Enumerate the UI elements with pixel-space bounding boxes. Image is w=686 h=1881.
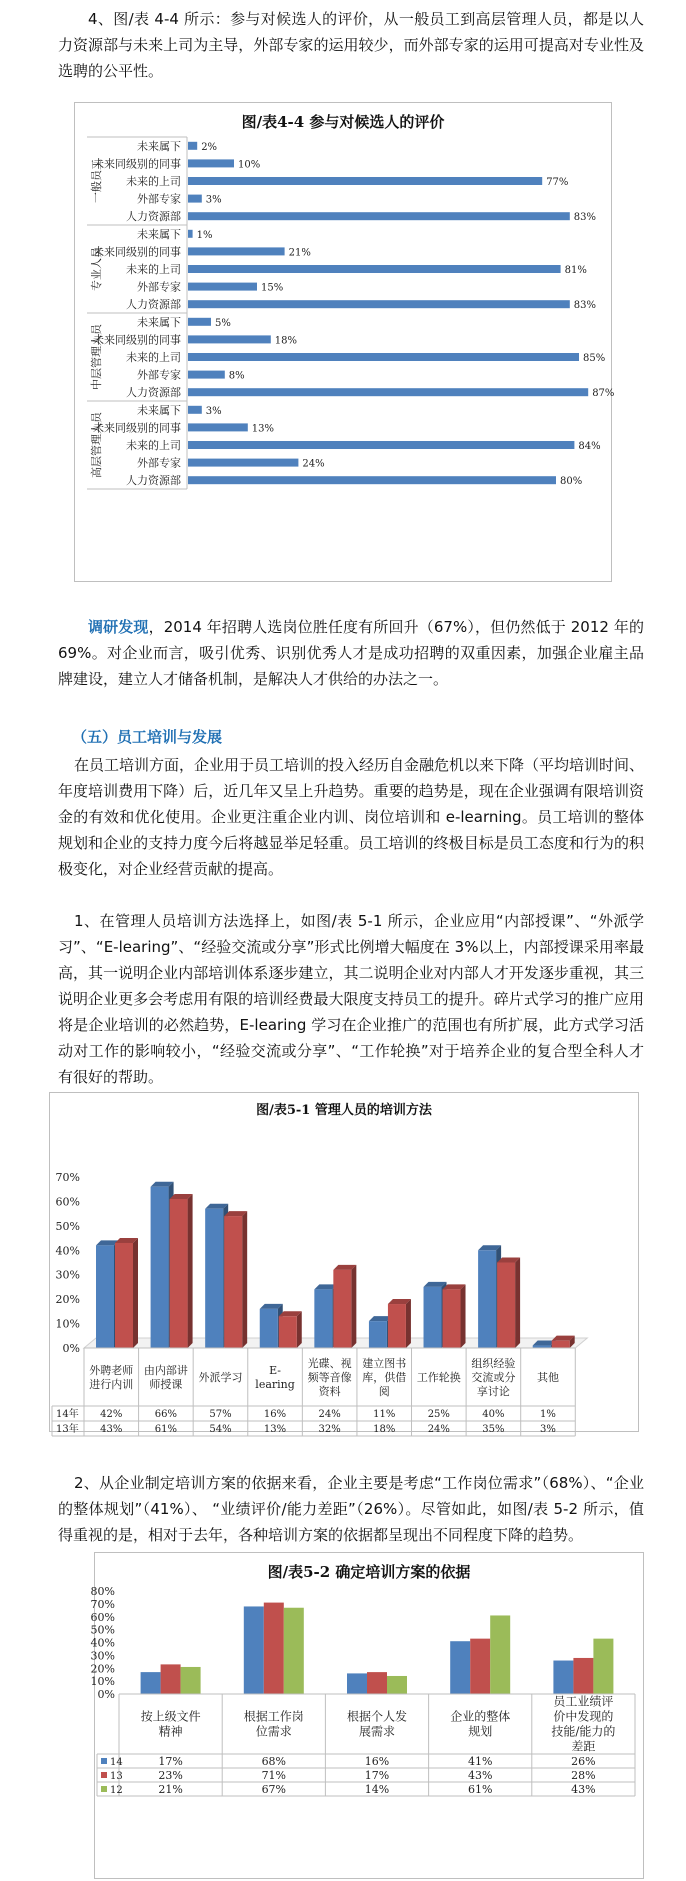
chart-data-label: 43%: [100, 1424, 123, 1435]
chart-data-label: 14%: [364, 1783, 390, 1796]
chart-legend-label: 12: [110, 1785, 123, 1796]
chart-category-label: 光碟、视频等音像资料: [307, 1357, 352, 1398]
chart-data-label: 40%: [482, 1409, 505, 1420]
chart-data-label: 3%: [540, 1424, 556, 1435]
chart-bar: [388, 1299, 411, 1348]
chart-data-label: 24%: [427, 1424, 450, 1435]
chart-category-label: 建立图书库，供借阅: [362, 1357, 407, 1398]
chart-category-label: 人力资源部: [126, 210, 181, 224]
chart-y-tick-label: 10%: [90, 1675, 115, 1689]
chart-category-label: 其他: [536, 1371, 559, 1384]
chart-category-label: 根据个人发展需求: [346, 1709, 408, 1739]
paragraph-training-basis: 2、从企业制定培训方案的依据来看，企业主要是考虑“工作岗位需求”（68%）、“企业的整体规划”（41%）、 “业绩评价/能力差距”（26%）。尽管如此，如图/表 5-2 所示，值得重视的是，相对于去年，各种培训方案的依据都呈现出不同程度下降的趋势。: [58, 1474, 644, 1544]
chart-data-label: 3%: [205, 194, 222, 206]
chart-data-label: 23%: [158, 1769, 183, 1782]
research-findings-text: ，2014 年招聘人选岗位胜任度有所回升（67%），但仍然低于 2012 年的 69%。对企业而言，吸引优秀、识别优秀人才是成功招聘的双重因素，加强企业雇主品牌建设，建立人才储备机制，是解决人才供给的办法之一。: [58, 618, 644, 688]
chart-data-label: 43%: [571, 1783, 596, 1796]
chart-legend-label: 13: [110, 1771, 123, 1782]
chart-y-tick-label: 0%: [62, 1342, 80, 1355]
chart-data-label: 32%: [318, 1424, 341, 1435]
chart-y-tick-label: 20%: [55, 1293, 80, 1307]
chart-y-tick-label: 70%: [90, 1597, 115, 1611]
chart-title: 图/表5-2 确定培训方案的依据: [267, 1563, 471, 1581]
chart-category-label: 根据工作岗位需求: [243, 1709, 304, 1739]
paragraph-training-overview: 在员工培训方面，企业用于员工培训的投入经历自金融危机以来下降（平均培训时间、年度培训费用下降）后，近几年又呈上升趋势。重要的趋势是，现在企业强调有限培训资金的有效和优化使用。企业更注重企业内训、岗位培训和 e-learning。员工培训的整体规划和企业的支持力度今后将越显举足轻重。员工培训的终极目标是员工态度和行为的积极变化，对企业经营贡献的提高。: [58, 756, 645, 878]
chart-bar: [470, 1639, 490, 1694]
chart-training-methods: [49, 1092, 639, 1435]
chart-training-methods-plot: [50, 1093, 638, 1435]
chart-title: 图/表5-1 管理人员的培训方法: [256, 1103, 432, 1118]
chart-data-label: 28%: [571, 1769, 596, 1782]
chart-bar: [264, 1603, 284, 1694]
chart-data-label: 81%: [564, 265, 587, 276]
chart-legend-label: 14年: [56, 1409, 79, 1420]
chart-data-label: 13%: [263, 1424, 287, 1435]
chart-data-label: 87%: [592, 388, 615, 400]
chart-y-tick-label: 50%: [55, 1219, 80, 1233]
chart-data-label: 11%: [373, 1409, 396, 1420]
chart-candidate-evaluation-plot: [75, 103, 615, 581]
chart-bar: [188, 441, 574, 449]
chart-data-label: 2%: [201, 141, 218, 153]
chart-y-tick-label: 20%: [90, 1662, 115, 1676]
chart-data-label: 10%: [238, 159, 261, 171]
chart-legend-swatch: [101, 1786, 107, 1792]
chart-category-label: 未来属下: [137, 139, 181, 153]
chart-bar: [188, 423, 248, 431]
chart-y-tick-label: 70%: [55, 1171, 80, 1184]
chart-bar: [244, 1606, 264, 1694]
chart-bar: [181, 1667, 201, 1694]
chart-category-label: 未来同级别的同事: [93, 421, 181, 435]
chart-data-label: 68%: [261, 1755, 287, 1768]
chart-bar: [497, 1258, 520, 1349]
chart-bar: [188, 318, 211, 326]
chart-data-label: 17%: [364, 1769, 390, 1782]
chart-legend-label: 14: [110, 1757, 123, 1768]
chart-bar: [188, 142, 197, 150]
chart-bar: [224, 1211, 247, 1348]
chart-bar: [284, 1608, 304, 1694]
chart-bar: [443, 1284, 466, 1348]
chart-category-label: 企业的整体规划: [450, 1709, 511, 1739]
chart-bar: [188, 230, 193, 238]
paragraph-training-methods: 1、在管理人员培训方法选择上，如图/表 5-1 所示，企业应用“内部授课”、“外派学习”、“E-learing”、“经验交流或分享”形式比例增大幅度在 3%以上，内部授课采用率最高，其一说明企业内部培训体系逐步建立，其二说明企业对内部人才开发逐步重视，其三说明企业更多会考虑用有限的培训经费最大限度支持员工的提升。碎片式学习的推广应用将是企业培训的必然趋势，E-learing 学习在企业推广的范围也有所扩展，此方式学习活动对工作的影响较小，“经验交流或分享”、“工作轮换”对于培养企业的复合型全科人才有很好的帮助。: [58, 912, 644, 1086]
chart-y-tick-label: 60%: [55, 1195, 80, 1209]
chart-data-label: 66%: [154, 1409, 177, 1420]
chart-category-label: 外部专家: [137, 280, 181, 294]
chart-y-tick-label: 0%: [97, 1688, 115, 1701]
chart-category-label: 外部专家: [137, 192, 181, 206]
chart-bar: [279, 1311, 302, 1348]
chart-group-label: 专业人员: [90, 247, 103, 291]
chart-group-label: 高层管理人员: [90, 412, 103, 478]
chart-y-tick-label: 40%: [90, 1636, 115, 1650]
chart-data-label: 26%: [571, 1755, 596, 1768]
chart-category-label: 员工业绩评价中发现的技能/能力的差距: [551, 1694, 616, 1754]
chart-bar: [188, 335, 271, 343]
chart-data-label: 41%: [467, 1755, 493, 1768]
section-title-training: （五）员工培训与发展: [72, 728, 223, 746]
chart-category-label: 外派学习: [198, 1371, 243, 1384]
chart-bar: [553, 1661, 573, 1694]
chart-data-label: 24%: [318, 1409, 341, 1420]
chart-data-label: 16%: [263, 1409, 287, 1420]
chart-category-label: 人力资源部: [126, 386, 181, 400]
chart-bar: [141, 1672, 161, 1694]
chart-title: 图/表4-4 参与对候选人的评价: [241, 113, 445, 131]
chart-category-label: 工作轮换: [416, 1371, 461, 1384]
chart-bar: [387, 1676, 407, 1694]
chart-data-label: 71%: [261, 1769, 287, 1782]
chart-bar: [188, 388, 588, 396]
chart-legend-swatch: [101, 1758, 107, 1764]
chart-data-label: 5%: [215, 317, 231, 329]
chart-category-label: 未来同级别的同事: [93, 333, 181, 347]
chart-group-label: 一般员工: [90, 159, 103, 203]
chart-data-label: 13%: [251, 423, 275, 435]
chart-bar: [188, 247, 285, 255]
chart-y-tick-label: 40%: [55, 1244, 80, 1258]
chart-data-label: 17%: [158, 1755, 183, 1768]
chart-category-label: 组织经验交流或分享讨论: [471, 1357, 516, 1398]
chart-category-label: 未来的上司: [126, 351, 181, 364]
chart-bar: [188, 406, 202, 414]
chart-category-label: E-learing: [255, 1364, 295, 1391]
chart-y-tick-label: 80%: [90, 1585, 115, 1598]
paragraph-candidate-evaluation: 4、图/表 4-4 所示：参与对候选人的评价，从一般员工到高层管理人员，都是以人力资源部与未来上司为主导，外部专家的运用较少，而外部专家的运用可提高对专业性及选聘的公平性。: [58, 10, 644, 80]
chart-data-label: 85%: [583, 353, 606, 364]
chart-bar: [188, 353, 579, 361]
chart-category-label: 按上级文件精神: [140, 1709, 201, 1739]
chart-data-label: 24%: [302, 458, 325, 470]
chart-category-label: 未来属下: [137, 227, 181, 241]
chart-y-tick-label: 60%: [90, 1610, 115, 1624]
chart-bar: [188, 159, 234, 167]
chart-data-label: 77%: [546, 177, 569, 188]
chart-y-tick-label: 30%: [90, 1649, 115, 1663]
paragraph-research-findings: [58, 614, 644, 692]
chart-bar: [573, 1658, 593, 1694]
chart-category-label: 未来的上司: [126, 439, 181, 452]
chart-data-label: 3%: [205, 405, 222, 417]
chart-data-label: 21%: [158, 1783, 183, 1796]
chart-legend-swatch: [101, 1772, 107, 1778]
chart-data-label: 35%: [482, 1424, 505, 1435]
chart-category-label: 未来的上司: [126, 263, 181, 276]
chart-bar: [347, 1673, 367, 1694]
chart-bar: [188, 476, 556, 484]
chart-data-label: 1%: [540, 1409, 556, 1420]
chart-data-label: 54%: [209, 1424, 232, 1435]
chart-bar: [161, 1664, 181, 1694]
research-findings-lead: 调研发现: [88, 618, 149, 636]
chart-bar: [552, 1336, 575, 1348]
chart-bar: [188, 371, 225, 379]
chart-candidate-evaluation: [74, 102, 615, 582]
chart-bar: [188, 177, 542, 185]
chart-data-label: 80%: [560, 476, 583, 488]
chart-data-label: 18%: [274, 335, 298, 347]
chart-y-tick-label: 50%: [90, 1623, 115, 1637]
chart-category-label: 由内部讲师授课: [143, 1364, 188, 1391]
chart-training-basis-plot: [90, 1553, 643, 1878]
chart-bar: [367, 1672, 387, 1694]
chart-category-label: 未来同级别的同事: [93, 157, 181, 171]
chart-bar: [188, 195, 202, 203]
chart-data-label: 21%: [288, 247, 311, 259]
chart-category-label: 未来的上司: [126, 175, 181, 188]
chart-data-label: 61%: [467, 1783, 493, 1796]
chart-bar: [188, 283, 257, 291]
chart-y-tick-label: 30%: [55, 1268, 80, 1282]
chart-data-label: 57%: [209, 1409, 232, 1420]
chart-bar: [188, 212, 570, 220]
chart-group-label: 中层管理人员: [90, 324, 103, 390]
chart-data-label: 18%: [373, 1424, 396, 1435]
chart-category-label: 未来属下: [137, 315, 181, 329]
chart-legend-label: 13年: [56, 1424, 79, 1435]
chart-bar: [490, 1615, 510, 1694]
chart-bar: [188, 459, 298, 467]
chart-data-label: 25%: [427, 1409, 450, 1420]
chart-data-label: 84%: [578, 441, 601, 452]
chart-data-label: 83%: [573, 300, 597, 312]
chart-data-label: 15%: [261, 282, 284, 294]
chart-category-label: 外聘老师进行内训: [89, 1364, 134, 1391]
chart-category-label: 未来同级别的同事: [93, 245, 181, 259]
chart-data-label: 8%: [228, 370, 245, 382]
chart-data-label: 61%: [154, 1424, 177, 1435]
chart-bar: [188, 300, 570, 308]
chart-data-label: 43%: [467, 1769, 493, 1782]
chart-bar: [170, 1194, 193, 1348]
chart-y-tick-label: 10%: [55, 1317, 80, 1331]
chart-bar: [593, 1639, 613, 1694]
chart-training-basis: [90, 1552, 644, 1879]
chart-bar: [333, 1265, 356, 1348]
chart-category-label: 人力资源部: [126, 298, 181, 312]
chart-category-label: 外部专家: [137, 456, 181, 470]
chart-category-label: 人力资源部: [126, 474, 181, 488]
chart-data-label: 1%: [196, 229, 213, 241]
chart-bar: [188, 265, 561, 273]
chart-data-label: 83%: [573, 212, 597, 224]
chart-category-label: 外部专家: [137, 368, 181, 382]
chart-data-label: 16%: [364, 1755, 390, 1768]
chart-data-label: 42%: [100, 1409, 123, 1420]
chart-category-label: 未来属下: [137, 403, 181, 417]
chart-bar: [450, 1641, 470, 1694]
chart-data-label: 67%: [261, 1783, 287, 1796]
chart-bar: [115, 1238, 138, 1348]
